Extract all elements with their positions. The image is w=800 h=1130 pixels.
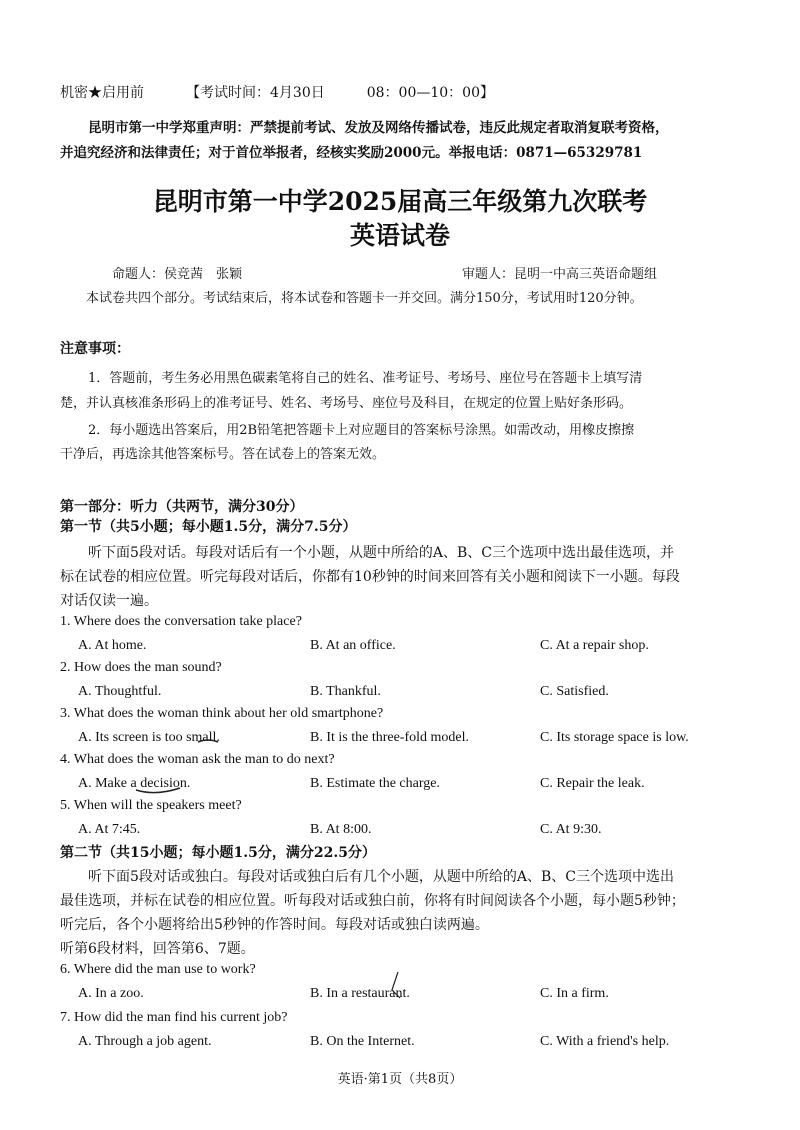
question-7-option-a: A. Through a job agent. xyxy=(78,1034,212,1049)
instructions-heading: 注意事项： xyxy=(60,341,130,357)
instruction-1-line-1: 1．答题前，考生务必用黑色碳素笔将自己的姓名、准考证号、考场号、座位号在答题卡上填写清 xyxy=(88,371,643,386)
question-2-option-b: B. Thankful. xyxy=(310,684,381,699)
question-2: 2. How does the man sound? xyxy=(60,660,222,675)
exam-subtitle: 英语试卷 xyxy=(349,221,450,250)
question-2-option-a: A. Thoughtful. xyxy=(78,684,162,699)
instruction-2-line-1: 2．每小题选出答案后，用2B铅笔把答题卡上对应题目的答案标号涂黑。如需改动，用橡皮擦擦 xyxy=(88,423,635,438)
question-2-option-c: C. Satisfied. xyxy=(540,684,609,699)
question-6: 6. Where did the man use to work? xyxy=(60,962,256,977)
section1-directions-line-1: 听下面5段对话。每段对话后有一个小题，从题中所给的A、B、C三个选项中选出最佳选项，并 xyxy=(88,545,675,561)
section1-directions-line-2: 标在试卷的相应位置。听完每段对话后，你都有10秒钟的时间来回答有关小题和阅读下一小题。每段 xyxy=(60,569,680,585)
question-3-option-b: B. It is the three-fold model. xyxy=(310,730,470,745)
question-6-option-b: B. In a restaurant. xyxy=(310,986,410,1001)
question-4-option-b: B. Estimate the charge. xyxy=(310,776,440,791)
underline-mark-small xyxy=(198,740,218,742)
intro-text: 本试卷共四个部分。考试结束后，将本试卷和答题卡一并交回。满分150分，考试用时120分钟。 xyxy=(86,291,643,306)
section1-heading: 第一节（共5小题；每小题1.5分，满分7.5分） xyxy=(60,519,357,535)
question-5-option-c: C. At 9:30. xyxy=(540,822,602,837)
material-6-label: 听第6段材料，回答第6、7题。 xyxy=(60,941,255,957)
section2-heading: 第二节（共15小题；每小题1.5分，满分22.5分） xyxy=(60,845,376,861)
section2-directions-line-2: 最佳选项，并标在试卷的相应位置。听每段对话或独白前，你将有时间阅读各个小题，每小题5秒钟； xyxy=(60,893,685,909)
section2-directions-line-3: 听完后，各个小题将给出5秒钟的作答时间。每段对话或独白读两遍。 xyxy=(60,917,489,933)
question-4-option-a: A. Make a decision. xyxy=(78,776,191,791)
page-footer: 英语·第1页（共8页） xyxy=(337,1072,463,1087)
instruction-1-line-2: 楚，并认真核准条形码上的准考证号、姓名、考场号、座位号及科目，在规定的位置上贴好条形码。 xyxy=(60,396,633,411)
question-6-option-c: C. In a firm. xyxy=(540,986,609,1001)
section1-directions-line-3: 对话仅读一遍。 xyxy=(60,593,158,609)
question-1-option-b: B. At an office. xyxy=(310,638,396,653)
question-1-option-a: A. At home. xyxy=(78,638,147,653)
exam-title: 昆明市第一中学2025届高三年级第九次联考 xyxy=(152,187,648,216)
scribble-mark xyxy=(392,972,400,998)
question-1: 1. Where does the conversation take place? xyxy=(60,614,302,629)
question-7-option-c: C. With a friend's help. xyxy=(540,1034,670,1049)
exam-time: 【考试时间：4月30日 08：00—10：00】 xyxy=(186,85,494,101)
question-6-option-a: A. In a zoo. xyxy=(78,986,144,1001)
question-3-option-a: A. Its screen is too small. xyxy=(78,730,220,745)
question-5-option-b: B. At 8:00. xyxy=(310,822,372,837)
question-7-option-b: B. On the Internet. xyxy=(310,1034,415,1049)
part1-heading: 第一部分：听力（共两节，满分30分） xyxy=(60,499,304,515)
question-3-option-c: C. Its storage space is low. xyxy=(540,730,689,745)
question-5: 5. When will the speakers meet? xyxy=(60,798,242,813)
reviewer: 审题人：昆明一中高三英语命题组 xyxy=(462,267,658,282)
instruction-2-line-2: 干净后，再选涂其他答案标号。答在试卷上的答案无效。 xyxy=(60,447,386,462)
confidential-label: 机密★启用前 xyxy=(60,85,144,101)
underline-mark-decision xyxy=(136,788,180,793)
question-3: 3. What does the woman think about her old smartphone? xyxy=(60,706,384,721)
question-4: 4. What does the woman ask the man to do next? xyxy=(60,752,335,767)
setter: 命题人：侯竞茜 张颖 xyxy=(112,267,243,282)
notice-line-2: 并追究经济和法律责任；对于首位举报者，经核实奖励2000元。举报电话：0871—65329781 xyxy=(60,145,643,161)
question-1-option-c: C. At a repair shop. xyxy=(540,638,649,653)
notice-line-1: 昆明市第一中学郑重声明：严禁提前考试、发放及网络传播试卷，违反此规定者取消复联考资格， xyxy=(88,120,669,136)
question-4-option-c: C. Repair the leak. xyxy=(540,776,645,791)
section2-directions-line-1: 听下面5段对话或独白。每段对话或独白后有几个小题，从题中所给的A、B、C三个选项中选出 xyxy=(88,869,675,885)
question-5-option-a: A. At 7:45. xyxy=(78,822,141,837)
question-7: 7. How did the man find his current job? xyxy=(60,1010,288,1025)
